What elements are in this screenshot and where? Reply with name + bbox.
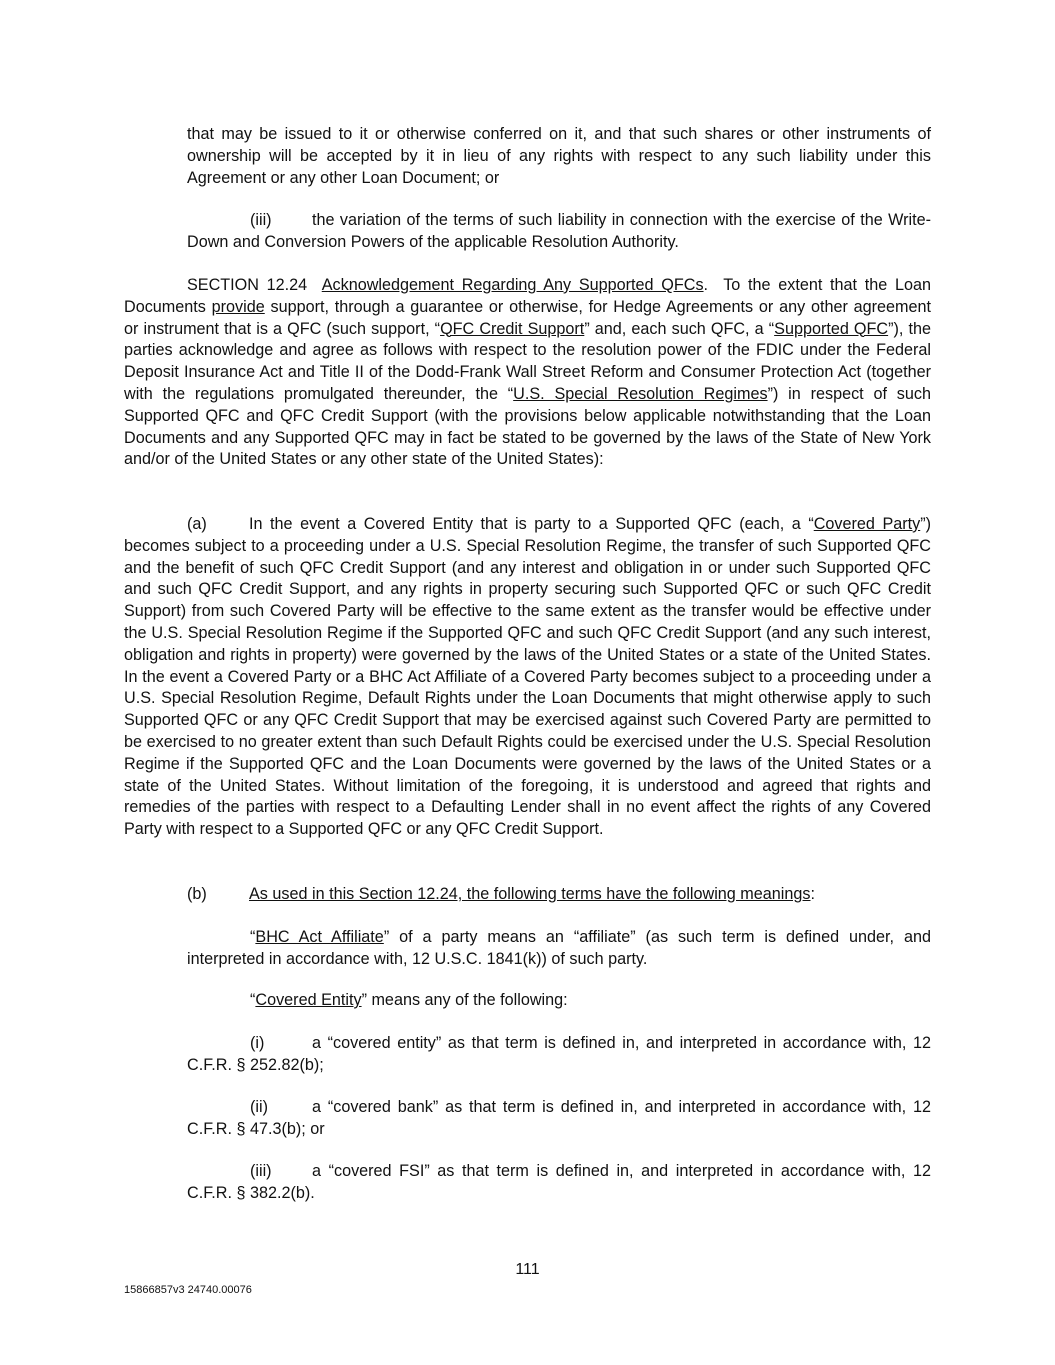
paragraph-b-label: (b) [187,885,207,903]
paragraph-b-text: As used in this Section 12.24, the following terms have the following meanings [249,885,811,903]
continuation-text: that may be issued to it or otherwise conferred on it, and that such shares or other instruments of ownership will be accepted by it in lieu of any rights with respect to any such liability under this Agreement or any other Loan Document; or [187,125,931,187]
list-item-label: (iii) [250,1162,272,1180]
paragraph-a-text-1: In the event a Covered Entity that is party to a Supported QFC (each, a “ [249,515,814,533]
covered-entity-definition-text: ” means any of the following: [361,991,568,1009]
term-covered-entity: Covered Entity [255,991,362,1009]
list-item-text: a “covered entity” as that term is defined in, and interpreted in accordance with, 12 C.F.R. § 252.82(b); [187,1034,931,1074]
definition-covered-entity [187,990,931,1012]
term-bhc-act-affiliate: BHC Act Affiliate [255,928,384,946]
list-item [187,1097,931,1141]
paragraph-a-text-2: ”) becomes subject to a proceeding under a U.S. Special Resolution Regime, the transfer of such Supported QFC and the benefit of such QFC Credit Support (and any interest and obligation in or under such Supported QFC and such QFC Credit Support, and any rights in property securing such Supported QFC or such QFC Credit Support) from such Covered Party will be effective to the same extent as the transfer would be effective under the U.S. Special Resolution Regime if the Supported QFC and such QFC Credit Support (and any such interest, obligation and rights in property) were governed by the laws of the United States or a state of the United States. In the event a Covered Party or a BHC Act Affiliate of a Covered Party becomes subject to a proceeding under a U.S. Special Resolution Regime, Default Rights under the Loan Documents that might otherwise apply to such Supported QFC or any QFC Credit Support that may be exercised against such Covered Party are permitted to be exercised to no greater extent than such Default Rights could be exercised under the U.S. Special Resolution Regime if the Supported QFC and the Loan Documents were governed by the laws of the United States or a state of the United States. Without limitation of the foregoing, it is understood and agreed that rights and remedies of the parties with respect to a Defaulting Lender shall in no event affect the rights of any Covered Party with respect to a Supported QFC or any QFC Credit Support. [124,515,932,839]
paragraph-a [124,514,931,841]
section-text-3: ” and, each such QFC, a “ [584,319,775,338]
list-item-label: (ii) [250,1098,268,1116]
list-item-text: a “covered bank” as that term is defined in, and interpreted in accordance with, 12 C.F.R. § 47.3(b); or [187,1098,931,1138]
list-item-label: (i) [250,1034,265,1052]
covered-entity-open-quote: “ [250,991,256,1009]
term-supported-qfc: Supported QFC [774,319,889,338]
definition-bhc-act-affiliate [187,927,931,971]
term-provide: provide [211,297,265,316]
paragraph-a-label: (a) [187,515,207,533]
section-number: SECTION 12.24 [187,276,308,294]
section-12-24-paragraph [124,275,931,471]
bhc-definition-text: ” of a party means an “affiliate” (as such term is defined under, and interpreted in accordance with, 12 U.S.C. 1841(k)) of such party. [187,928,931,968]
continuation-paragraph [187,124,931,189]
term-covered-party: Covered Party [813,515,921,533]
item-iii-label: (iii) [250,211,272,229]
section-text-4: ”), the parties acknowledge and agree as follows with respect to the resolution power of the FDIC under the Federal Deposit Insurance Act and Title II of the Dodd-Frank Wall Street Reform and Consumer Protection Act (together with the regulations promulgated thereunder, the “ [124,319,931,403]
paragraph-b [124,884,931,906]
item-iii-paragraph [187,210,931,254]
bhc-open-quote: “ [250,928,256,946]
term-qfc-credit-support: QFC Credit Support [440,319,585,338]
list-item [187,1161,931,1205]
term-us-special-resolution-regimes: U.S. Special Resolution Regimes [513,384,768,403]
section-title: Acknowledgement Regarding Any Supported QFCs [321,276,704,294]
section-text-5: ”) in respect of such Supported QFC and QFC Credit Support (with the provisions below applicable notwithstanding that the Loan Documents and any Supported QFC may in fact be stated to be governed by the laws of the State of New York and/or of the United States or any other state of the United States): [124,384,931,469]
list-item-text: a “covered FSI” as that term is defined in, and interpreted in accordance with, 12 C.F.R. § 382.2(b). [187,1162,931,1202]
section-text-1: To the extent that the Loan Documents [124,276,932,316]
list-item [187,1033,931,1077]
paragraph-b-colon: : [810,885,815,903]
document-id: 15866857v3 24740.00076 [124,1284,252,1296]
section-text-2: support, through a guarantee or otherwise, for Hedge Agreements or any other agreement or instrument that is a QFC (such support, “ [124,297,931,338]
page-number: 111 [515,1261,540,1278]
item-iii-text: the variation of the terms of such liability in connection with the exercise of the Write-Down and Conversion Powers of the applicable Resolution Authority. [187,211,931,251]
section-title-period: . [703,276,709,294]
